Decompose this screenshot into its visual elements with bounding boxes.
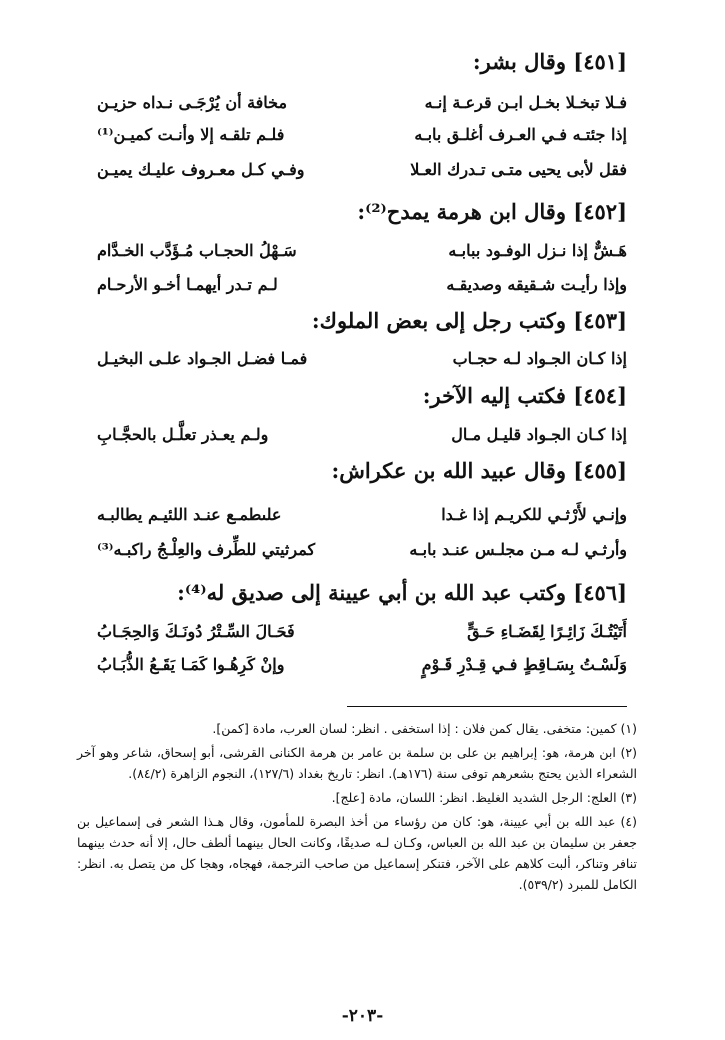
section-heading-453: [٤٥٣] وكتب رجل إلى بعض الملوك: <box>311 308 627 333</box>
verse-line <box>97 420 627 450</box>
section-heading-456: [٤٥٦] وكتب عبد الله بن أبي عيينة إلى صديق له⁽⁴⁾: <box>177 580 627 605</box>
verse-second-hemistich: مخافة أن يُرْجَـى نـداه حزيـن <box>97 93 288 112</box>
page-number: -٢٠٣- <box>341 1006 384 1026</box>
verse-second-hemistich: وإنْ كَرِهُـوا كَمَـا يَقَـعُ الذُّبَـابُ <box>97 655 285 674</box>
footnote-4: (٤) عبد الله بن أبي عيينة، هو: كان من رؤساء من أخذ البصرة للمأمون، وقال هـذا الشعر فى إسماعيل بن جعفر بن سليمان بن عبد الله بن العباس، وكـان لـه صديقًا، وكانت الحال بينهما ألطف حال، إلا أنه حدث بينهما تنافر وتناكر، ألبت كلاهم على الآخر، فتنكر إسماعيل من صاحب الترجمة، فهجاه، وهجا كل من يتصل به. انظر: الكامل للمبرد (٥٣٩/٢). <box>77 814 637 892</box>
verse-line <box>97 120 627 150</box>
verse-line <box>97 344 627 374</box>
verse-line <box>97 88 627 118</box>
verse-line <box>97 500 627 530</box>
section-heading-452: [٤٥٢] وقال ابن هرمة يمدح⁽²⁾: <box>357 199 627 224</box>
verse-first-hemistich: وإذا رأيـت شـقيقه وصديقـه <box>446 275 627 294</box>
verse-line <box>97 155 627 185</box>
footnote-divider <box>347 706 627 707</box>
verse-line <box>97 236 627 266</box>
verse-second-hemistich: لـم تـدر أيهمـا أخـو الأرحـام <box>97 275 278 294</box>
verse-first-hemistich: فقل لأبى يحيى متـى تـدرك العـلا <box>410 160 627 179</box>
verse-line <box>97 650 627 680</box>
verse-first-hemistich: فـلا تبخـلا بخـل ابـن قرعـة إنـه <box>424 93 627 112</box>
verse-second-hemistich: سَـهْلُ الحجـاب مُـؤَدَّب الخـدَّام <box>97 241 297 260</box>
section-heading-455: [٤٥٥] وقال عبيد الله بن عكراش: <box>331 458 627 483</box>
verse-first-hemistich: وإنـي لأَرْثـي للكريـم إذا غـدا <box>441 505 627 524</box>
verse-first-hemistich: وأرثـي لـه مـن مجلـس عنـد بابـه <box>409 540 627 559</box>
verse-line <box>97 617 627 647</box>
verse-first-hemistich: هَـشٌّ إذا نـزل الوفـود ببابـه <box>448 241 627 260</box>
footnotes <box>77 718 637 898</box>
section-heading-451: [٤٥١] وقال بشر: <box>472 49 627 74</box>
verse-line <box>97 535 627 565</box>
verse-second-hemistich: ولـم يعـذر تعلَّـل بالحجَّـابِ <box>97 425 269 444</box>
verse-second-hemistich: فلـم تلقـه إلا وأنـت كميـن⁽¹⁾ <box>97 125 285 144</box>
verse-first-hemistich: إذا كـان الجـواد لـه حجـاب <box>452 349 627 368</box>
verse-line <box>97 270 627 300</box>
verse-first-hemistich: أَتَيْتُـكَ زَائِـرًا لِقَضَـاءِ حَـقٍّ <box>467 622 627 641</box>
footnote-2: (٢) ابن هرمة، هو: إبراهيم بن على بن سلمة بن عامر بن هرمة الكنانى القرشى، أبو إسحاق، شاعر وهو آخر الشعراء الذين يحتج بشعرهم توفى سنة (١٧٦هـ). انظر: تاريخ بغداد (١٢٧/٦)، النجوم الزاهرة (٨٤/٢). <box>77 745 637 781</box>
footnote-3: (٣) العلج: الرجل الشديد الغليظ. انظر: اللسان، مادة [علج]. <box>331 790 637 805</box>
verse-second-hemistich: وفـي كـل معـروف عليـك يميـن <box>97 160 305 179</box>
section-heading-454: [٤٥٤] فكتب إليه الآخر: <box>422 383 627 408</box>
verse-second-hemistich: علىطمـع عنـد اللئيـم يطالبـه <box>97 505 282 524</box>
verse-second-hemistich: فمـا فضـل الجـواد علـى البخيـل <box>97 349 308 368</box>
footnote-1: (١) كمين: متخفى. يقال كمن فلان : إذا استخفى . انظر: لسان العرب، مادة [كمن]. <box>212 721 637 736</box>
verse-second-hemistich: فَحَـالَ السِّـتْرُ دُونَـكَ وَالحِجَـابُ <box>97 622 295 641</box>
verse-second-hemistich: كمرثيتي للطِّرف والعِلْـجُ راكبـه⁽³⁾ <box>97 540 316 559</box>
verse-first-hemistich: وَلَسْـتُ بِسَـاقِطٍ فـي قِـدْرِ قَـوْمٍ <box>421 655 627 674</box>
verse-first-hemistich: إذا كـان الجـواد قليـل مـال <box>451 425 627 444</box>
verse-first-hemistich: إذا جئتـه فـي العـرف أغلـق بابـه <box>414 125 627 144</box>
